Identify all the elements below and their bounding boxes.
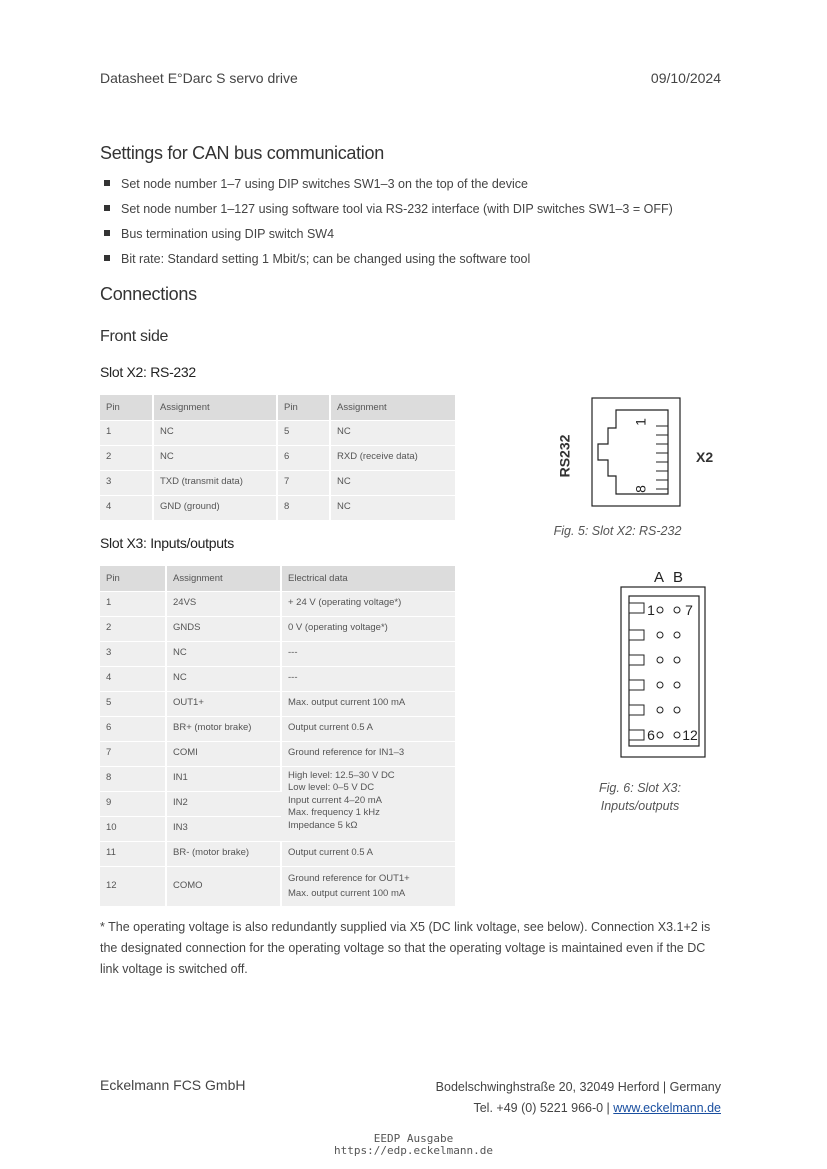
column-header: Assignment: [166, 566, 281, 591]
bullet-square-icon: [104, 180, 110, 186]
column-header: Assignment: [153, 395, 277, 420]
pin-12-label: 12: [682, 727, 698, 743]
connections-title: Connections: [100, 284, 197, 304]
table-row: 4 GND (ground) 8 NC: [100, 495, 455, 520]
column-header: Pin: [100, 566, 166, 591]
slot-x3-table: [100, 566, 455, 907]
rs232-connector-figure: [550, 392, 730, 514]
column-header: Pin: [277, 395, 330, 420]
table-row: 12 COMO Ground reference for OUT1+ Max. output current 100 mA: [100, 866, 455, 906]
column-header: Pin: [100, 395, 153, 420]
column-header: Assignment: [330, 395, 455, 420]
table-row: 9 IN2: [100, 791, 455, 816]
column-b-label: B: [672, 569, 684, 586]
footer-contact: [436, 1077, 721, 1119]
column-header: Electrical data: [281, 566, 455, 591]
table-row: 11 BR- (motor brake) Output current 0.5 A: [100, 841, 455, 866]
list-item: Bit rate: Standard setting 1 Mbit/s; can be changed using the software tool: [104, 251, 673, 276]
input-electrical-data: High level: 12.5–30 V DC Low level: 0–5 V DC Input current 4–20 mA Max. frequency 1 kHz Impedance 5 kΩ: [281, 766, 455, 841]
x3-terminal-figure: [615, 565, 715, 761]
x2-label: X2: [696, 449, 714, 465]
operating-voltage-note: * The operating voltage is also redundantly supplied via X5 (DC link voltage, see below). Connection X3.1+2 is the designated connection for the operating voltage so that the operating voltage is maintained even if the DC link voltage is switched off.: [100, 920, 711, 976]
rs232-label: RS232: [556, 434, 573, 478]
can-section-title: Settings for CAN bus communication: [100, 143, 384, 163]
pin-7-label: 7: [685, 602, 693, 618]
table-row: 1 NC 5 NC: [100, 420, 455, 445]
table-row: 3 TXD (transmit data) 7 NC: [100, 470, 455, 495]
table-row: 2 NC 6 RXD (receive data): [100, 445, 455, 470]
fig6-caption: Fig. 6: Slot X3: Inputs/outputs: [599, 781, 681, 813]
bullet-square-icon: [104, 230, 110, 236]
slot-x3-title: Slot X3: Inputs/outputs: [100, 535, 234, 551]
website-link[interactable]: www.eckelmann.de: [613, 1101, 721, 1115]
bullet-square-icon: [104, 205, 110, 211]
footer-company: Eckelmann FCS GmbH: [100, 1077, 246, 1093]
footer-address: Bodelschwinghstraße 20, 32049 Herford | Germany: [435, 1080, 721, 1094]
pin-6-label: 6: [647, 727, 655, 743]
table-row: 8 IN1 High level: 12.5–30 V DC Low level: 0–5 V DC Input current 4–20 mA Max. frequency 1 kHz Impedance 5 kΩ: [100, 766, 455, 791]
can-bullet-list: [104, 176, 673, 276]
table-row: 5 OUT1+ Max. output current 100 mA: [100, 691, 455, 716]
column-a-label: A: [653, 569, 665, 586]
pin-1-label: 1: [632, 418, 649, 426]
pin-1-label: 1: [647, 602, 655, 618]
pin-8-label: 8: [632, 485, 649, 493]
bullet-square-icon: [104, 255, 110, 261]
list-item: Bus termination using DIP switch SW4: [104, 226, 673, 251]
slot-x2-table: [100, 395, 455, 521]
table-row: 1 24VS + 24 V (operating voltage*): [100, 591, 455, 616]
table-row: 7 COMI Ground reference for IN1–3: [100, 741, 455, 766]
list-item: Set node number 1–7 using DIP switches SW1–3 on the top of the device: [104, 176, 673, 201]
front-side-title: Front side: [100, 328, 169, 345]
header-title: Datasheet E°Darc S servo drive: [100, 70, 298, 86]
table-row: 6 BR+ (motor brake) Output current 0.5 A: [100, 716, 455, 741]
edp-stamp: EEDP Ausgabe https://edp.eckelmann.de: [334, 1132, 493, 1157]
table-row: 4 NC ---: [100, 666, 455, 691]
list-item: Set node number 1–127 using software tool via RS-232 interface (with DIP switches SW1–3 = OFF): [104, 201, 673, 226]
table-row: 2 GNDS 0 V (operating voltage*): [100, 616, 455, 641]
table-row: 3 NC ---: [100, 641, 455, 666]
table-row: 10 IN3: [100, 816, 455, 841]
footer-phone: Tel. +49 (0) 5221 966-0 |: [473, 1101, 610, 1115]
fig5-caption: Fig. 5: Slot X2: RS-232: [553, 524, 682, 538]
slot-x2-title: Slot X2: RS-232: [100, 364, 196, 380]
header-date: 09/10/2024: [650, 70, 721, 86]
